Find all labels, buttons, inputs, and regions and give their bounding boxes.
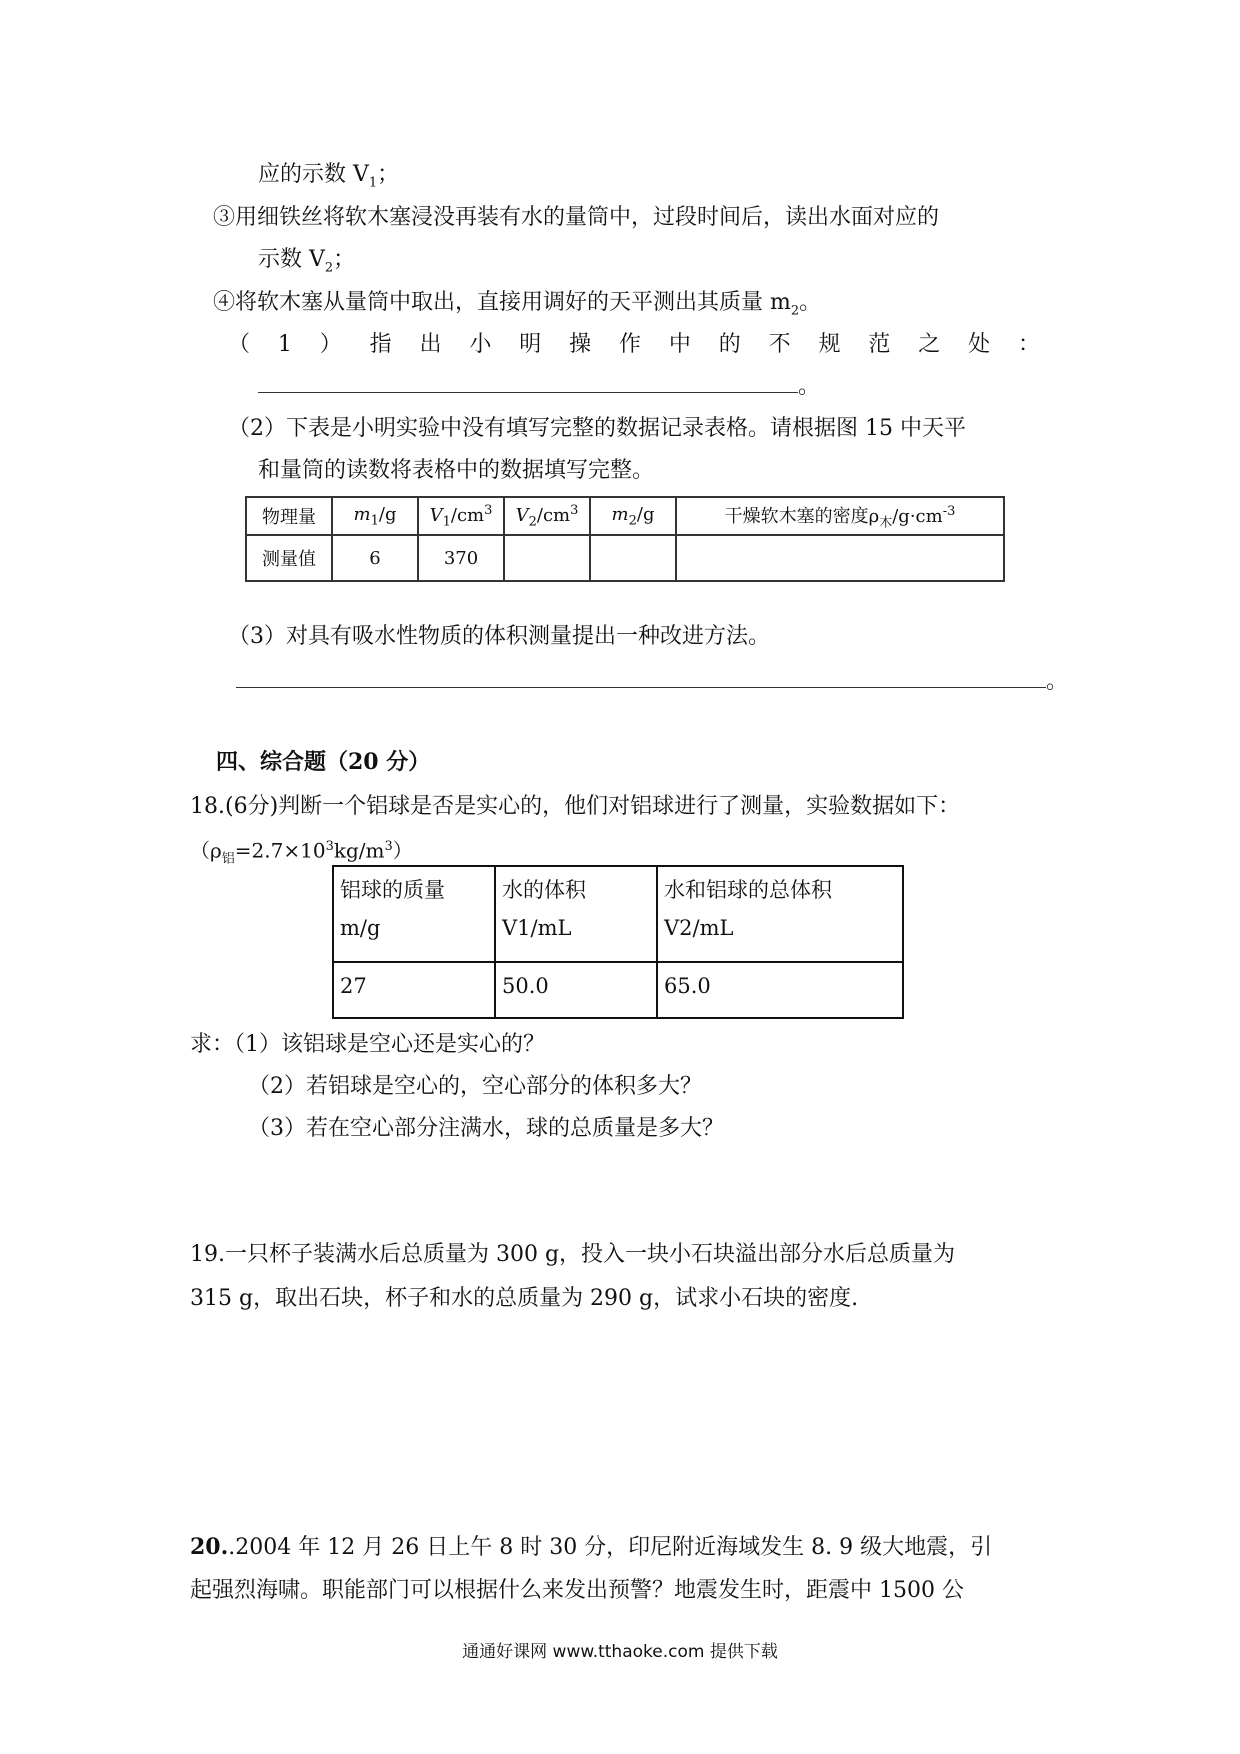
question-1-char: 操 xyxy=(569,332,592,357)
question-1-char: 小 xyxy=(469,332,492,357)
q18-ask-3: （3）若在空心部分注满水，球的总质量是多大？ xyxy=(248,1116,724,1141)
table-header-cell: $m_2/g$ xyxy=(590,497,676,535)
table-header-cell: $V_1/cm^3$ xyxy=(418,497,504,535)
table-header-cell: 铝球的质量 m/g xyxy=(333,866,495,962)
question-1-char: ） xyxy=(319,332,342,357)
text-line: 起强烈海啸。职能部门可以根据什么来发出预警？地震发生时，距震中 1500 公 xyxy=(190,1578,964,1603)
text-line: 315 g，取出石块，杯子和水的总质量为 290 g，试求小石块的密度. xyxy=(190,1286,859,1311)
question-3: （3）对具有吸水性物质的体积测量提出一种改进方法。 xyxy=(228,624,770,649)
table-cell-empty xyxy=(676,535,1004,581)
table-cell: 65.0 xyxy=(657,962,903,1018)
table-header-cell: 物理量 xyxy=(246,497,332,535)
question-1-char: 出 xyxy=(419,332,442,357)
text-line: 和量筒的读数将表格中的数据填写完整。 xyxy=(258,458,655,483)
table-cell-empty xyxy=(590,535,676,581)
text-line: ③用细铁丝将软木塞浸没再装有水的量筒中，过段时间后，读出水面对应的 xyxy=(213,205,940,230)
question-1-char: （ xyxy=(228,332,251,357)
data-record-table xyxy=(245,496,1005,582)
question-1-char: ： xyxy=(1017,332,1040,357)
question-1-char: 作 xyxy=(618,332,641,357)
question-1-char: 指 xyxy=(369,332,392,357)
q18-ask-2: （2）若铝球是空心的，空心部分的体积多大？ xyxy=(248,1074,702,1099)
table-header-cell: 干燥软木塞的密度$\rho_木/g\cdot cm^{-3}$ xyxy=(676,497,1004,535)
density-note: $(\rho_铝=2.7\times 10^3kg/m^3)$ xyxy=(190,838,413,867)
question-1-char: 范 xyxy=(868,332,891,357)
aluminum-ball-table xyxy=(332,865,904,1019)
table-cell: 6 xyxy=(332,535,418,581)
question-1-char: 1 xyxy=(277,332,292,357)
text-line: 应的示数 $V_1$； xyxy=(258,162,400,191)
question-1-char: 中 xyxy=(668,332,691,357)
question-19: 19.一只杯子装满水后总质量为 300 g，投入一块小石块溢出部分水后总质量为 xyxy=(190,1242,956,1267)
answer-blank-3: 。 xyxy=(236,667,1068,697)
text-line: 示数 $V_2$； xyxy=(258,247,356,276)
table-cell: 测量值 xyxy=(246,535,332,581)
answer-blank-1: 。 xyxy=(258,372,820,402)
table-cell: 370 xyxy=(418,535,504,581)
page-footer: 通通好课网 www.tthaoke.com 提供下载 xyxy=(462,1642,778,1662)
section-title: 四、综合题（20 分） xyxy=(216,749,431,775)
question-1-char: 之 xyxy=(918,332,941,357)
table-header-cell: $m_1/g$ xyxy=(332,497,418,535)
question-1-char: 明 xyxy=(519,332,542,357)
question-1-char: 处 xyxy=(968,332,991,357)
table-header-cell: $V_2/cm^3$ xyxy=(504,497,590,535)
question-18: 18.(6分)判断一个铝球是否是实心的，他们对铝球进行了测量，实验数据如下： xyxy=(190,794,961,819)
table-header-cell: 水的体积 V1/mL xyxy=(495,866,657,962)
text-line: ④将软木塞从量筒中取出，直接用调好的天平测出其质量 $m_2$。 xyxy=(213,290,822,319)
table-cell: 27 xyxy=(333,962,495,1018)
question-1-char: 不 xyxy=(768,332,791,357)
table-cell-empty xyxy=(504,535,590,581)
question-1-char: 规 xyxy=(818,332,841,357)
question-1 xyxy=(228,330,1040,360)
q18-ask-1: 求：（1）该铝球是空心还是实心的？ xyxy=(190,1032,546,1057)
table-cell: 50.0 xyxy=(495,962,657,1018)
question-20: 20..2004 年 12 月 26 日上午 8 时 30 分，印尼附近海域发生 8. 9 级大地震，引 xyxy=(190,1534,993,1560)
question-2: （2）下表是小明实验中没有填写完整的数据记录表格。请根据图 15 中天平 xyxy=(228,416,966,441)
table-header-cell: 水和铝球的总体积 V2/mL xyxy=(657,866,903,962)
question-1-char: 的 xyxy=(718,332,741,357)
